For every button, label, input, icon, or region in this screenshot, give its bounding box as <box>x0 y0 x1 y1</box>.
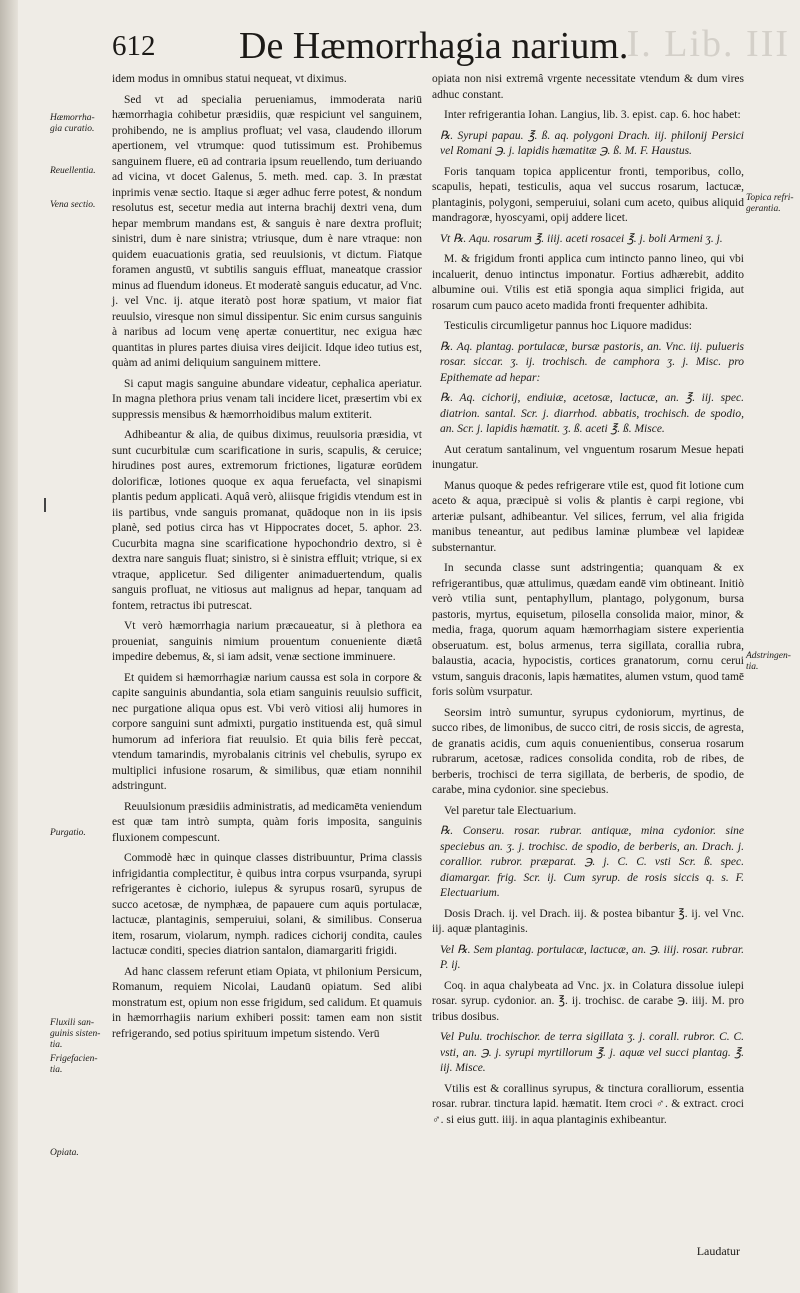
paragraph: Manus quoque & pedes refrigerare vtile est, quod fit lotione cum aceto & aqua, præcipuè si volis & plantis è carpi regione, vbi arteriæ pulsant, adhibeantur. Vel silices, ferrum, vel alia frigida manibus teneantur, aut pedibus laminæ plumbeæ vel lapideæ substernantur. <box>432 479 744 554</box>
paragraph: Aut ceratum santalinum, vel vnguentum rosarum Mesue hepati inungatur. <box>432 443 744 471</box>
margin-note: Frigefacien- tia. <box>50 1054 98 1075</box>
paragraph: Reuulsionum præsidiis administratis, ad medicamēta veniendum est quæ tam intrò sumpta, quàm foris imposita, sanguinis fluxionem compescunt. <box>112 800 422 844</box>
paragraph: Sed vt ad specialia perueniamus, immoderata nariū hæmorrhagia cohibetur præsidiis, quæ respiciunt vel sanguinem, prohibendo, ne is amplius profluat; vel vasa, claudendo illorum apertionem, vel vtrumque: quod tutissimum est. Prohibemus sanguinem fluere, eū ad contraria ipsum reuellendo, tum deriuando ad vicina, vt docet Galenus, 5. meth. med. cap. 3. In præstat inprimis venæ sectio. Itaque si æger adhuc ferre potest, & nondum resolutus est, secetur media aut interna brachij dextri vena, dum hepar membrum mandans est, & sanguis è nare dextra profluit; sinistri, dum è nare sinistra; vtriusque, dum è nare vtraque: non quidem euacuationis gratia, sed reuulsionis, vt dictum. Fiatque foramen angustū, vt subtilis sanguis effluat, maneatque crassior minus ad fluendum idoneus. Et moderatè sanguis educatur, ad Vnc. j. vel Vnc. ij. atque iteratò post horæ spatium, vt maior fiat reuulsio, viresque non simul dissipentur. Sic enim cursus sanguinis à naribus ad locum venę apertæ conuertitur, nec exigua hæc quantitas in plures partes diuisa vires deijicit. Idque ideo tutius est, quàm ad animi deliquium sanguinem mittere. <box>112 93 422 369</box>
paragraph: In secunda classe sunt adstringentia; quanquam & ex refrigerantibus, quæ attulimus, quædam eandē vim obtineant. Initiò verò vtilia sunt, pentaphyllum, plantago, polygonum, bursa pastoris, myrtus, equisetum, pilosella consolida maior, minor, & media, fraga, quorum aquam hæmorrhagiam sistere experientia obseruatum. est, bolus armenus, terra sigillata, corallia rubra, balaustia, acacia, hypocistis, cortices granatorum, cornu cerui vstum, sanguis draconis, lapis hæmatites, alumen vstum, quod tamē foris solùm vsurpatur. <box>432 562 744 698</box>
paragraph: opiata non nisi extremâ vrgente necessitate vtendum & dum vires adhuc constant. <box>432 73 744 101</box>
catchword: Laudatur <box>696 1244 740 1258</box>
paragraph: Commodè hæc in quinque classes distribuuntur, Prima classis infrigidantia complectitur, è quibus intra corpus vsurpanda, syrupi refrigerantes è cichorio, iulepus & syrupus rosarū, syrupus de succo acetosæ, de nymphæa, de papauere cum aquis portulacæ, lactucæ, plantaginis, semperuiui, solani, & similibus. Conserua item, rosarum, violarum, nymph. radices cichorij condita, caules lactucæ conditi, species diatrion santalon, diamargariti frigidi. <box>112 852 422 957</box>
prescription: Vt ℞. Aqu. rosarum ℥. iiij. aceti rosacei ℥. j. boli Armeni ʒ. j. <box>440 232 723 245</box>
page-number: 612 <box>112 30 156 62</box>
right-text-column <box>432 72 744 1133</box>
paragraph: Testiculis circumligetur pannus hoc Liquore madidus: <box>444 320 692 332</box>
paragraph: Dosis Drach. ij. vel Drach. iij. & postea bibantur ℥. ij. vel Vnc. iij. aquæ plantaginis. <box>432 907 744 935</box>
paragraph: idem modus in omnibus statui nequeat, vt diximus. <box>112 73 347 85</box>
paragraph: M. & frigidum fronti applica cum intincto panno lineo, qui vbi incaluerit, denuo intinctus imponatur. Fortius adhærebit, addito albumine oui. Vtilis est etiā spongia aqua simplici frigida, aut rosarum cum pauco aceto madida fronti frequenter adhibita. <box>432 253 744 312</box>
prescription: Vel ℞. Sem plantag. portulacæ, lactucæ, an. ℈. iiij. rosar. rubrar. P. ij. <box>440 943 744 971</box>
paragraph: Si caput magis sanguine abundare videatur, cephalica aperiatur. In magna plethora prius venam tali incidere licet, præsertim vbi ex suppressis mensibus & hæmorrhoidibus malum extiterit. <box>112 377 422 421</box>
prescription: ℞. Syrupi papau. ℥. ß. aq. polygoni Drach. iij. philonij Persici vel Romani ℈. j. lapidis hæmatitæ ℈. ß. M. F. Haustus. <box>440 129 744 157</box>
margin-note: Opiata. <box>50 1148 79 1158</box>
paragraph: Vel paretur tale Electuarium. <box>444 804 577 817</box>
margin-note: Hæmorrha- gia curatio. <box>50 113 95 134</box>
running-header <box>112 24 770 72</box>
paragraph: Vtilis est & corallinus syrupus, & tinctura coralliorum, essentia rosar. rubrar. tinctura lapid. hæmatit. Item croci ♂. & extract. croci ♂. si eius gutt. iiij. in aqua plantaginis exhibeantur. <box>432 1082 744 1126</box>
paragraph: Inter refrigerantia Iohan. Langius, lib. 3. epist. cap. 6. hoc habet: <box>444 109 741 121</box>
paragraph: Foris tanquam topica applicentur fronti, temporibus, collo, scapulis, hepati, testiculis, aqua vel succus rosarum, lactucæ, plantaginis, polygoni, semperuiui, solani cum aceto, quibus aliquid mandragoræ, hyoscyami, opij addere licet. <box>432 165 744 224</box>
prescription: ℞. Aq. plantag. portulacæ, bursæ pastoris, an. Vnc. iij. pulueris rosar. siccar. ʒ. ij. trochisch. de camphora ʒ. j. Misc. pro Epithemate ad hepar: <box>440 340 744 384</box>
bleed-through-text: I. Lib. III <box>626 23 790 65</box>
paragraph: Adhibeantur & alia, de quibus diximus, reuulsoria præsidia, vt sunt cucurbitulæ cum scarificatione in suris, scapulis, & ceruice; hirudines post aures, extremorum frictiones, ligaturæ eorūdem dolorificæ, lotiones quoque ex aqua feruefacta, vel sinapismi plantis pedum applicati. Aquâ verò, aliisque frigidis vtendum est in iis partibus, vnde sanguis promanat, quādoque non in iis ipsis planè, sed potius circa has vt Hippocrates docet, 5. aphor. 23. Cucurbita magna sine scarificatione hypochondrio dextro, si è dextra nare sanguis fluat; sinistro, si è sinistra effluit; vtrique, si ex vtraque, applicetur. Sed diligenter animaduertendum, qualis sanguis profluat, ne vitiosus aut malignus ad hepar, tanquam ad fontem, retractus ibi putrescat. <box>112 429 422 612</box>
prescription: Vel Pulu. trochischor. de terra sigillata ʒ. j. corall. rubror. C. C. vsti, an. ℈. j. syrupi myrtillorum ℥. j. aquæ vel succi plantag. ℥. iij. Misce. <box>440 1031 744 1074</box>
prescription: ℞. Conseru. rosar. rubrar. antiquæ, mina cydonior. sine speciebus an. ʒ. j. trochisc. de spodio, de berberis, an. Drach. j. corallior. rubror. præparat. ℈. j. C. C. vsti Scr. ß. spec. diamargar. frig. Scr. ij. Cum syrup. de rosis siccis q. s. F. Electuarium. <box>440 825 744 899</box>
paragraph: Coq. in aqua chalybeata ad Vnc. jx. in Colatura dissolue iulepi rosar. syrup. cydonior. an. ℥. ij. trochisc. de carabe ℈. iiij. M. pro tribus dosibus. <box>432 979 744 1023</box>
left-text-column <box>112 72 422 1047</box>
prescription: ℞. Aq. cichorij, endiuiæ, acetosæ, lactucæ, an. ℥. iij. spec. diatrion. santal. Scr. j. diarrhod. abbatis, trochisch. de spodio, an. Scr. j. lapidis hæmatit. ʒ. ß. aceti ℥. ß. Misce. <box>440 392 744 435</box>
page-gutter <box>0 0 18 1293</box>
margin-mark <box>44 498 46 512</box>
margin-note: Purgatio. <box>50 828 86 838</box>
margin-note: Reuellentia. <box>50 166 96 176</box>
paragraph: Vt verò hæmorrhagia narium præcaueatur, si à plethora ea proueniat, sanguinis nimium prouentum conuenientе diætâ impedire debemus, &, si iam adsit, venæ sectione imminuere. <box>112 620 422 663</box>
margin-note: Topica refri- gerantia. <box>746 193 794 214</box>
paragraph: Ad hanc classem referunt etiam Opiata, vt philonium Persicum, Romanum, requiem Nicolai, Laudanū opiatum. Sed alibi monstratum est, opium non esse frigidum, sed calidum. Et quamuis in hæmorrhagiis narium exhiberi possit: tamen eam non sistit refrigerando, sed potius spirituum impetum sistendo. Verū <box>112 965 422 1040</box>
margin-note: Fluxili san- guinis sisten- tia. <box>50 1018 101 1050</box>
margin-note: Vena sectio. <box>50 200 96 210</box>
page-title: De Hæmorrhagia narium. <box>239 25 629 67</box>
margin-note: Adstringen- tia. <box>746 651 791 672</box>
paragraph: Et quidem si hæmorrhagiæ narium caussa est sola in corpore & capite sanguinis abundantia, sola etiam sanguinis reuulsio sufficit, nec purgatione aliqua opus est. Vbi verò vitiosi alij humores in corpore sanguini sunt admixti, purgatio instituenda est, quâ simul humorum ad inferiora fiat reuulsio. Et quia bilis ferè peccat, vtendum tamarindis, myrobalanis citrinis vel chebulis, syrupo ex multiplici infusione rosarum, & similibus, quæ etiam nonnihil adstringunt. <box>112 671 422 792</box>
paragraph: Seorsim intrò sumuntur, syrupus cydoniorum, myrtinus, de succo ribes, de limonibus, de succo citri, de rosis siccis, de agresta, de granatis acidis, cum aquis conuenientibus, conserua rosarum rubrarum, acetosæ, radices consolida condita, rob de ribes, de berberis, trochisci de terra sigillata, de berberis, de spodio, de carabe, mina cydonior. sine speciebus. <box>432 706 744 796</box>
